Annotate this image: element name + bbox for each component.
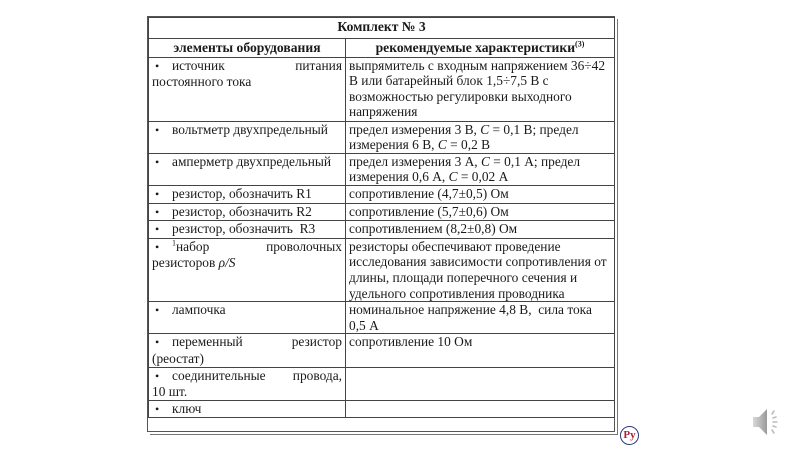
- item-cell: [149, 57, 346, 121]
- item-text: соединительные: [172, 367, 266, 383]
- spec-cell: резисторы обеспечивают проведение исследования зависимости сопротивления от длины, площади поперечного сечения и удельного сопротивления проводника: [346, 238, 615, 301]
- table-title-row: [149, 18, 615, 39]
- item-cell: [149, 238, 346, 301]
- spec-symbol: C: [480, 153, 490, 169]
- item-cell: [149, 302, 346, 334]
- bullet-icon: [152, 368, 172, 385]
- item-text: набор: [176, 238, 210, 254]
- item-line: [152, 239, 342, 256]
- spec-text: предел измерения 3 А,: [349, 153, 481, 169]
- item-text: 10 шт.: [152, 384, 188, 400]
- spec-text: = 0,02 А: [457, 169, 509, 185]
- speaker-icon[interactable]: [752, 405, 786, 439]
- item-text: лампочка: [172, 302, 226, 318]
- column-header-characteristics-label: рекомендуемые характеристики: [375, 40, 576, 55]
- item-text: переменный: [172, 334, 243, 350]
- equipment-table: [148, 17, 615, 418]
- spec-cell: сопротивление (4,7±0,5) Ом: [346, 185, 615, 203]
- bullet-icon: [152, 401, 172, 418]
- bullet-icon: [152, 186, 172, 203]
- item-cell: [149, 153, 346, 185]
- item-text: резистор, обозначить R3: [172, 221, 316, 237]
- table-row: [149, 121, 615, 153]
- spec-symbol: C: [448, 169, 458, 185]
- spec-text: = 0,2 В: [446, 137, 491, 153]
- table-header-row: [149, 39, 615, 58]
- spec-cell: [346, 153, 615, 185]
- item-text: провода,: [292, 367, 342, 383]
- item-text: вольтметр двухпредельный: [172, 121, 328, 137]
- equipment-table-document: [147, 16, 615, 432]
- table-title: Комплект № 3: [149, 18, 615, 39]
- bullet-icon: [152, 221, 172, 238]
- item-cell: [149, 221, 346, 239]
- item-text: постоянного тока: [152, 74, 252, 90]
- item-text: (реостат): [152, 350, 204, 366]
- bullet-icon: [152, 122, 172, 139]
- spec-text: предел измерения 3 В,: [349, 121, 481, 137]
- item-line: [152, 334, 342, 351]
- table-row: [149, 400, 615, 418]
- bullet-icon: [152, 239, 172, 256]
- footnote-ref: (3): [575, 39, 585, 49]
- speaker-icon-graphic: [752, 405, 786, 439]
- spec-cell: [346, 367, 615, 400]
- item-text: ключ: [172, 400, 202, 416]
- spec-cell: сопротивление (5,7±0,6) Ом: [346, 203, 615, 221]
- table-row: [149, 153, 615, 185]
- item-text: питания: [295, 57, 342, 73]
- spec-symbol: C: [437, 137, 447, 153]
- item-text: источник: [172, 57, 225, 73]
- item-cell: [149, 203, 346, 221]
- item-text: резисторов: [152, 255, 219, 271]
- bullet-icon: [152, 154, 172, 171]
- spec-cell: [346, 121, 615, 153]
- item-cell: [149, 367, 346, 400]
- item-text: резистор, обозначить R1: [172, 185, 312, 201]
- item-text: амперметр двухпредельный: [172, 153, 332, 169]
- item-cell: [149, 400, 346, 418]
- logo-icon: Py: [620, 426, 639, 445]
- bullet-icon: [152, 334, 172, 351]
- item-line: [152, 368, 342, 385]
- footnote-ref: 1: [172, 238, 176, 248]
- table-row: [149, 334, 615, 367]
- item-text: резистор, обозначить R2: [172, 203, 312, 219]
- item-cell: [149, 121, 346, 153]
- item-cell: [149, 334, 346, 367]
- table-row: [149, 203, 615, 221]
- item-text: резистор: [291, 334, 342, 350]
- bullet-icon: [152, 302, 172, 319]
- column-header-elements: элементы оборудования: [149, 39, 346, 58]
- column-header-characteristics: [346, 39, 615, 58]
- spec-text: = 0,1 А; предел измерения 0,6 А,: [349, 153, 581, 185]
- table-row: [149, 367, 615, 400]
- table-row: [149, 238, 615, 301]
- bullet-icon: [152, 58, 172, 75]
- spec-cell: [346, 400, 615, 418]
- spec-cell: сопротивление 10 Ом: [346, 334, 615, 367]
- bullet-icon: [152, 204, 172, 221]
- spec-text: = 0,1 В; предел измерения 6 В,: [349, 121, 579, 153]
- table-row: [149, 57, 615, 121]
- table-row: [149, 185, 615, 203]
- item-line: [152, 255, 342, 271]
- spec-cell: номинальное напряжение 4,8 В, сила тока 0,5 А: [346, 302, 615, 334]
- table-row: [149, 302, 615, 334]
- table-row: [149, 221, 615, 239]
- item-line: [152, 58, 342, 75]
- item-text: проволочных: [266, 238, 342, 254]
- spec-cell: сопротивлением (8,2±0,8) Ом: [346, 221, 615, 239]
- item-cell: [149, 185, 346, 203]
- spec-cell: выпрямитель с входным напряжением 36÷42 В или батарейный блок 1,5÷7,5 В с возможностью регулировки выходного напряжения: [346, 57, 615, 121]
- spec-symbol: C: [480, 121, 490, 137]
- formula-text: ρ/S: [218, 255, 236, 271]
